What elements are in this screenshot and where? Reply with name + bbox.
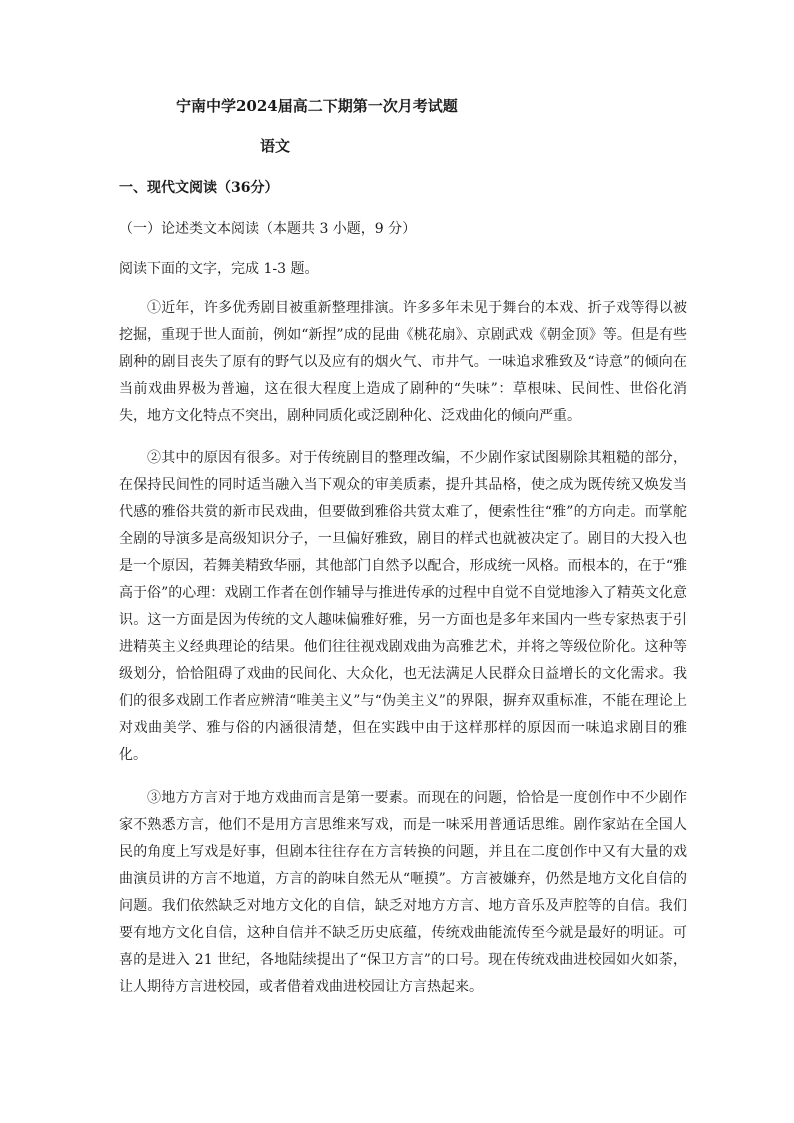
paragraph-1: ①近年，许多优秀剧目被重新整理排演。许多多年未见于舞台的本戏、折子戏等得以被挖掘，重现于世人面前，例如“新捏”成的昆曲《桃花扇》、京剧武戏《朝金顶》等。但是有些剧种的剧目丧失了原有的野气以及应有的烟火气、市井气。一味追求雅致及“诗意”的倾向在当前戏曲界极为普遍，这在很大程度上造成了剧种的“失味”：草根味、民间性、世俗化消失，地方文化特点不突出，剧种同质化或泛剧种化、泛戏曲化的倾向严重。 — [119, 300, 687, 424]
sub-heading: （一）论述类文本阅读（本题共 3 小题，9 分） — [119, 221, 417, 237]
paragraph-3: ③地方方言对于地方戏曲而言是第一要素。而现在的问题，恰恰是一度创作中不少剧作家不熟悉方言，他们不是用方言思维来写戏，而是一味采用普通话思维。剧作家站在全国人民的角度上写戏是好事，但剧本往往存在方言转换的问题，并且在二度创作中又有大量的戏曲演员讲的方言不地道，方言的韵味自然无从“咂摸”。方言被嫌弃，仍然是地方文化自信的问题。我们依然缺乏对地方文化的自信，缺乏对地方方言、地方音乐及声腔等的自信。我们要有地方文化自信，这种自信并不缺乏历史底蕴，传统戏曲能流传至今就是最好的明证。可喜的是进入 21 世纪，各地陆续提出了“保卫方言”的口号。现在传统戏曲进校园如火如荼，让人期待方言进校园，或者借着戏曲进校园让方言热起来。 — [119, 790, 687, 995]
paragraph-2: ②其中的原因有很多。对于传统剧目的整理改编，不少剧作家试图剔除其粗糙的部分，在保持民间性的同时适当融入当下观众的审美质素，提升其品格，使之成为既传统又焕发当代感的雅俗共赏的新市民戏曲，但要做到雅俗共赏太难了，便索性往“雅”的方向走。而掌舵全剧的导演多是高级知识分子，一旦偏好雅致，剧目的样式也就被决定了。剧目的大投入也是一个原因，若舞美精致华丽，其他部门自然予以配合，形成统一风格。而根本的，在于“雅高于俗”的心理：戏剧工作者在创作辅导与推进传承的过程中自觉不自觉地渗入了精英文化意识。这一方面是因为传统的文人趣味偏雅好雅，另一方面也是多年来国内一些专家热衷于引进精英主义经典理论的结果。他们往往视戏剧戏曲为高雅艺术，并将之等级位阶化。这种等级划分，恰恰阻碍了戏曲的民间化、大众化，也无法满足人民群众日益增长的文化需求。我们的很多戏剧工作者应辨清“唯美主义”与“伪美主义”的界限，摒弃双重标准，不能在理论上对戏曲美学、雅与俗的内涵很清楚，但在实践中由于这样那样的原因而一味追求剧目的雅化。 — [119, 450, 687, 763]
reading-instruction: 阅读下面的文字，完成 1-3 题。 — [119, 261, 319, 277]
exam-title: 宁南中学2024届高二下期第一次月考试题 — [176, 97, 458, 115]
subject-title: 语文 — [260, 137, 291, 155]
section-heading: 一、现代文阅读（36分） — [119, 180, 279, 196]
